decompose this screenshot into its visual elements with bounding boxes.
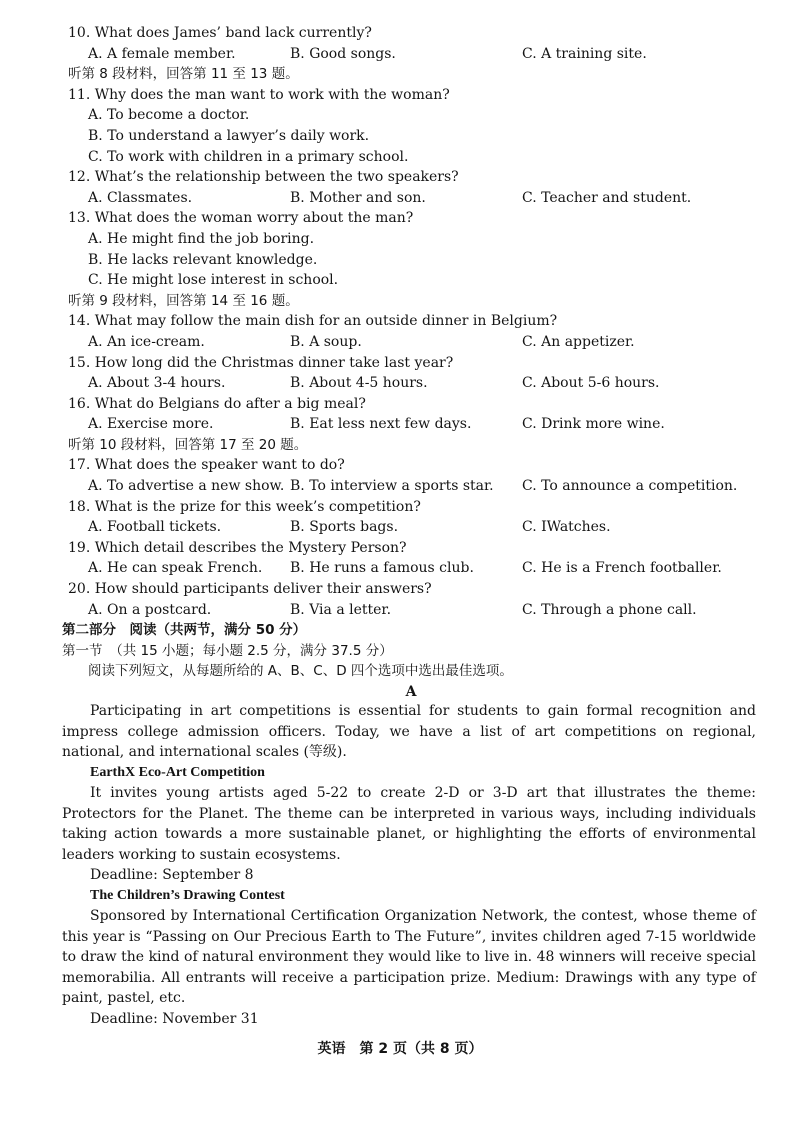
q17-options — [68, 476, 760, 497]
q16-option-b: B. Eat less next few days. — [290, 416, 472, 433]
q14-options — [68, 332, 760, 353]
q18-stem: 18. What is the prize for this week’s competition? — [68, 498, 421, 515]
q13-option-c: C. He might lose interest in school. — [88, 272, 339, 289]
competition-1-body: It invites young artists aged 5-22 to create 2-D or 3-D art that illustrates the theme: Protectors for the Planet. The theme can be interpreted in various ways, including individuals taking action towards a more sustainable planet, or highlighting the efforts of environmental leaders working to sustain ecosystems. — [62, 785, 756, 863]
q20-option-a: A. On a postcard. — [88, 601, 212, 618]
q17-option-a: A. To advertise a new show. — [88, 478, 285, 495]
competition-1-deadline: Deadline: September 8 — [90, 867, 254, 883]
q20-options — [68, 600, 760, 621]
q13-option-a: A. He might find the job boring. — [88, 230, 315, 247]
q17-option-c: C. To announce a competition. — [522, 478, 738, 495]
q10-option-b: B. Good songs. — [290, 45, 396, 62]
q10-options — [68, 44, 760, 65]
section-10-instruction: 听第 10 段材料，回答第 17 至 20 题。 — [68, 436, 308, 453]
q13-option-b: B. He lacks relevant knowledge. — [88, 251, 318, 268]
q18-option-c: C. IWatches. — [522, 519, 611, 536]
reading-instruction: 阅读下列短文，从每题所给的 A、B、C、D 四个选项中选出最佳选项。 — [88, 663, 513, 680]
q10-option-c: C. A training site. — [522, 45, 647, 62]
competition-2-body: Sponsored by International Certification Organization Network, the contest, whose theme of this year is “Passing on Our Precious Earth to The Future”, invites children aged 7-15 worldwide to draw the kind of natural environment they would like to live in. 48 winners will receive special memorabilia. All entrants will receive a participation prize. Medium: Drawings with any type of paint, pastel, etc. — [62, 908, 756, 1006]
q13-stem: 13. What does the woman worry about the man? — [68, 210, 414, 227]
q12-stem: 12. What’s the relationship between the two speakers? — [68, 169, 459, 186]
q18-options — [68, 517, 760, 538]
q20-option-b: B. Via a letter. — [290, 601, 392, 618]
q17-option-b: B. To interview a sports star. — [290, 478, 494, 495]
q14-option-a: A. An ice-cream. — [88, 333, 205, 350]
q15-option-c: C. About 5-6 hours. — [522, 375, 660, 392]
q19-option-a: A. He can speak French. — [88, 560, 263, 577]
q16-options — [68, 414, 760, 435]
q10-stem: 10. What does James’ band lack currently? — [68, 25, 372, 41]
q12-option-a: A. Classmates. — [88, 189, 193, 206]
q15-option-a: A. About 3-4 hours. — [88, 375, 226, 392]
passage-intro: Participating in art competitions is essential for students to gain formal recognition and impress college admission officers. Today, we have a list of art competitions on regional, national, and international scales (等级). — [62, 703, 756, 760]
q12-option-b: B. Mother and son. — [290, 189, 426, 206]
q12-option-c: C. Teacher and student. — [522, 189, 692, 206]
q17-stem: 17. What does the speaker want to do? — [68, 457, 345, 474]
competition-2-deadline: Deadline: November 31 — [90, 1010, 259, 1027]
q14-option-b: B. A soup. — [290, 333, 362, 350]
q19-option-b: B. He runs a famous club. — [290, 560, 474, 577]
q15-stem: 15. How long did the Christmas dinner take last year? — [68, 354, 454, 371]
section-9-instruction: 听第 9 段材料，回答第 14 至 16 题。 — [68, 292, 299, 309]
listening-questions — [62, 23, 760, 703]
q19-options — [68, 558, 760, 579]
reading-part-title: 第二部分 阅读（共两节，满分 50 分） — [62, 622, 307, 639]
q15-option-b: B. About 4-5 hours. — [290, 375, 428, 392]
q11-option-b: B. To understand a lawyer’s daily work. — [88, 127, 370, 144]
reading-section-title: 第一节 （共 15 小题；每小题 2.5 分，满分 37.5 分） — [62, 642, 393, 659]
q11-option-c: C. To work with children in a primary school. — [88, 148, 409, 165]
q20-option-c: C. Through a phone call. — [522, 601, 697, 618]
q16-option-a: A. Exercise more. — [88, 416, 214, 433]
passage-label: A — [405, 684, 417, 700]
q12-options — [68, 188, 760, 209]
q18-option-b: B. Sports bags. — [290, 519, 399, 536]
q19-stem: 19. Which detail describes the Mystery Person? — [68, 539, 407, 556]
page-footer: 英语 第 2 页（共 8 页） — [317, 1041, 483, 1057]
q18-option-a: A. Football tickets. — [88, 519, 222, 536]
q16-stem: 16. What do Belgians do after a big meal? — [68, 395, 366, 412]
competition-1-title: EarthX Eco-Art Competition — [90, 764, 265, 780]
q11-option-a: A. To become a doctor. — [88, 107, 250, 124]
q20-stem: 20. How should participants deliver their answers? — [68, 581, 432, 598]
section-8-instruction: 听第 8 段材料，回答第 11 至 13 题。 — [68, 66, 299, 83]
q14-option-c: C. An appetizer. — [522, 333, 635, 350]
q11-stem: 11. Why does the man want to work with the woman? — [68, 86, 450, 103]
q15-options — [68, 373, 760, 394]
q19-option-c: C. He is a French footballer. — [522, 560, 722, 577]
q16-option-c: C. Drink more wine. — [522, 416, 665, 433]
q10-option-a: A. A female member. — [88, 45, 236, 62]
passage-a — [62, 701, 756, 1029]
competition-2-title: The Children’s Drawing Contest — [90, 887, 285, 903]
q14-stem: 14. What may follow the main dish for an outside dinner in Belgium? — [68, 313, 558, 330]
